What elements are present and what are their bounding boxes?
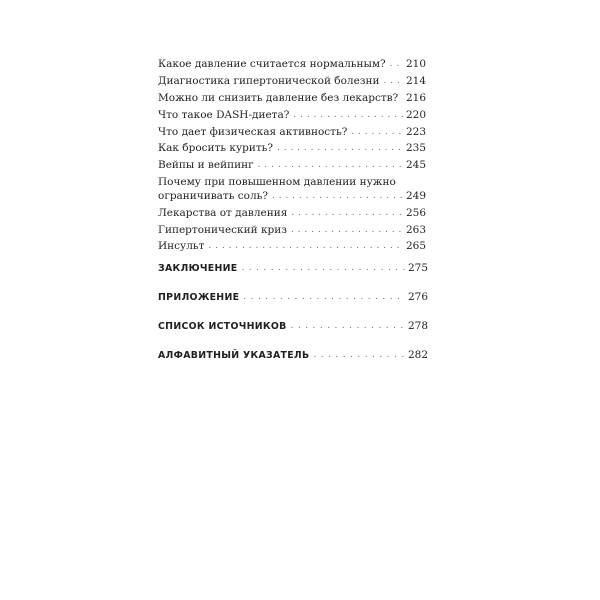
toc-section-index [158, 349, 429, 362]
toc-section-appendix [158, 291, 429, 304]
toc-entry-title: Какое давление считается нормальным? [158, 58, 386, 70]
toc-entry-title: Что дает физическая активность? [158, 125, 348, 138]
toc-entry-page: 235 [405, 142, 426, 155]
toc-entry [158, 126, 426, 139]
dot-leader [277, 142, 403, 155]
dot-leader [384, 75, 403, 88]
toc-entry-title: Лекарства от давления [158, 206, 288, 219]
toc-section-page: 276 [408, 291, 429, 303]
toc-entry-title: Инсульт [158, 240, 205, 253]
toc-entry-page: 210 [405, 58, 426, 70]
toc-entry-title: Диагностика гипертонической болезни [158, 74, 380, 87]
toc-entry-title-line1: Почему при повышенном давлении нужно [158, 176, 396, 189]
dot-leader [272, 190, 403, 203]
table-of-contents [158, 58, 426, 257]
dot-leader [293, 109, 403, 122]
toc-entry-title: Гипертонический криз [158, 223, 287, 236]
toc-entry-page: 216 [405, 91, 426, 104]
toc-section-title: СПИСОК ИСТОЧНИКОВ [158, 321, 287, 332]
toc-entry [158, 109, 426, 122]
toc-entry-title-line2: ограничивать соль? [158, 189, 268, 202]
toc-section-title: АЛФАВИТНЫЙ УКАЗАТЕЛЬ [158, 350, 310, 361]
dot-leader [241, 262, 405, 275]
toc-section-page: 282 [408, 349, 429, 361]
toc-entry [158, 159, 426, 172]
toc-entry-page: 220 [405, 108, 426, 121]
toc-entry-line2 [158, 190, 426, 203]
toc-entry [158, 207, 426, 220]
dot-leader [258, 159, 403, 172]
toc-section-page: 278 [408, 320, 429, 332]
dot-leader [208, 240, 403, 253]
toc-entry [158, 240, 426, 253]
dot-leader [291, 320, 405, 333]
dot-leader [402, 92, 403, 105]
toc-section-references [158, 320, 429, 333]
dot-leader [291, 207, 403, 220]
toc-entry [158, 224, 426, 237]
toc-entry-page: 249 [405, 189, 426, 202]
toc-entry [158, 58, 426, 71]
dot-leader [291, 224, 403, 237]
toc-entry-page: 263 [405, 223, 426, 236]
toc-entry-title: Вейпы и вейпинг [158, 159, 254, 172]
toc-entry [158, 142, 426, 155]
toc-section-conclusion [158, 262, 429, 275]
toc-section-title: ПРИЛОЖЕНИЕ [158, 292, 240, 303]
toc-entry-page: 214 [405, 74, 426, 87]
toc-section-title: ЗАКЛЮЧЕНИЕ [158, 263, 238, 274]
dot-leader [390, 58, 403, 71]
toc-entry-page: 245 [405, 159, 426, 172]
toc-entry-page: 265 [405, 240, 426, 253]
dot-leader [243, 291, 405, 304]
toc-entry [158, 75, 426, 88]
toc-entry-title: Можно ли снизить давление без лекарств? [158, 91, 399, 104]
dot-leader [351, 126, 403, 139]
toc-entry-title: Что такое DASH-диета? [158, 108, 290, 121]
toc-section-page: 275 [408, 262, 429, 274]
toc-entry-page: 256 [405, 206, 426, 219]
toc-entry-title: Как бросить курить? [158, 142, 274, 155]
toc-entry-page: 223 [405, 125, 426, 138]
toc-entry [158, 92, 426, 105]
dot-leader [313, 349, 405, 362]
toc-entry [158, 176, 426, 203]
